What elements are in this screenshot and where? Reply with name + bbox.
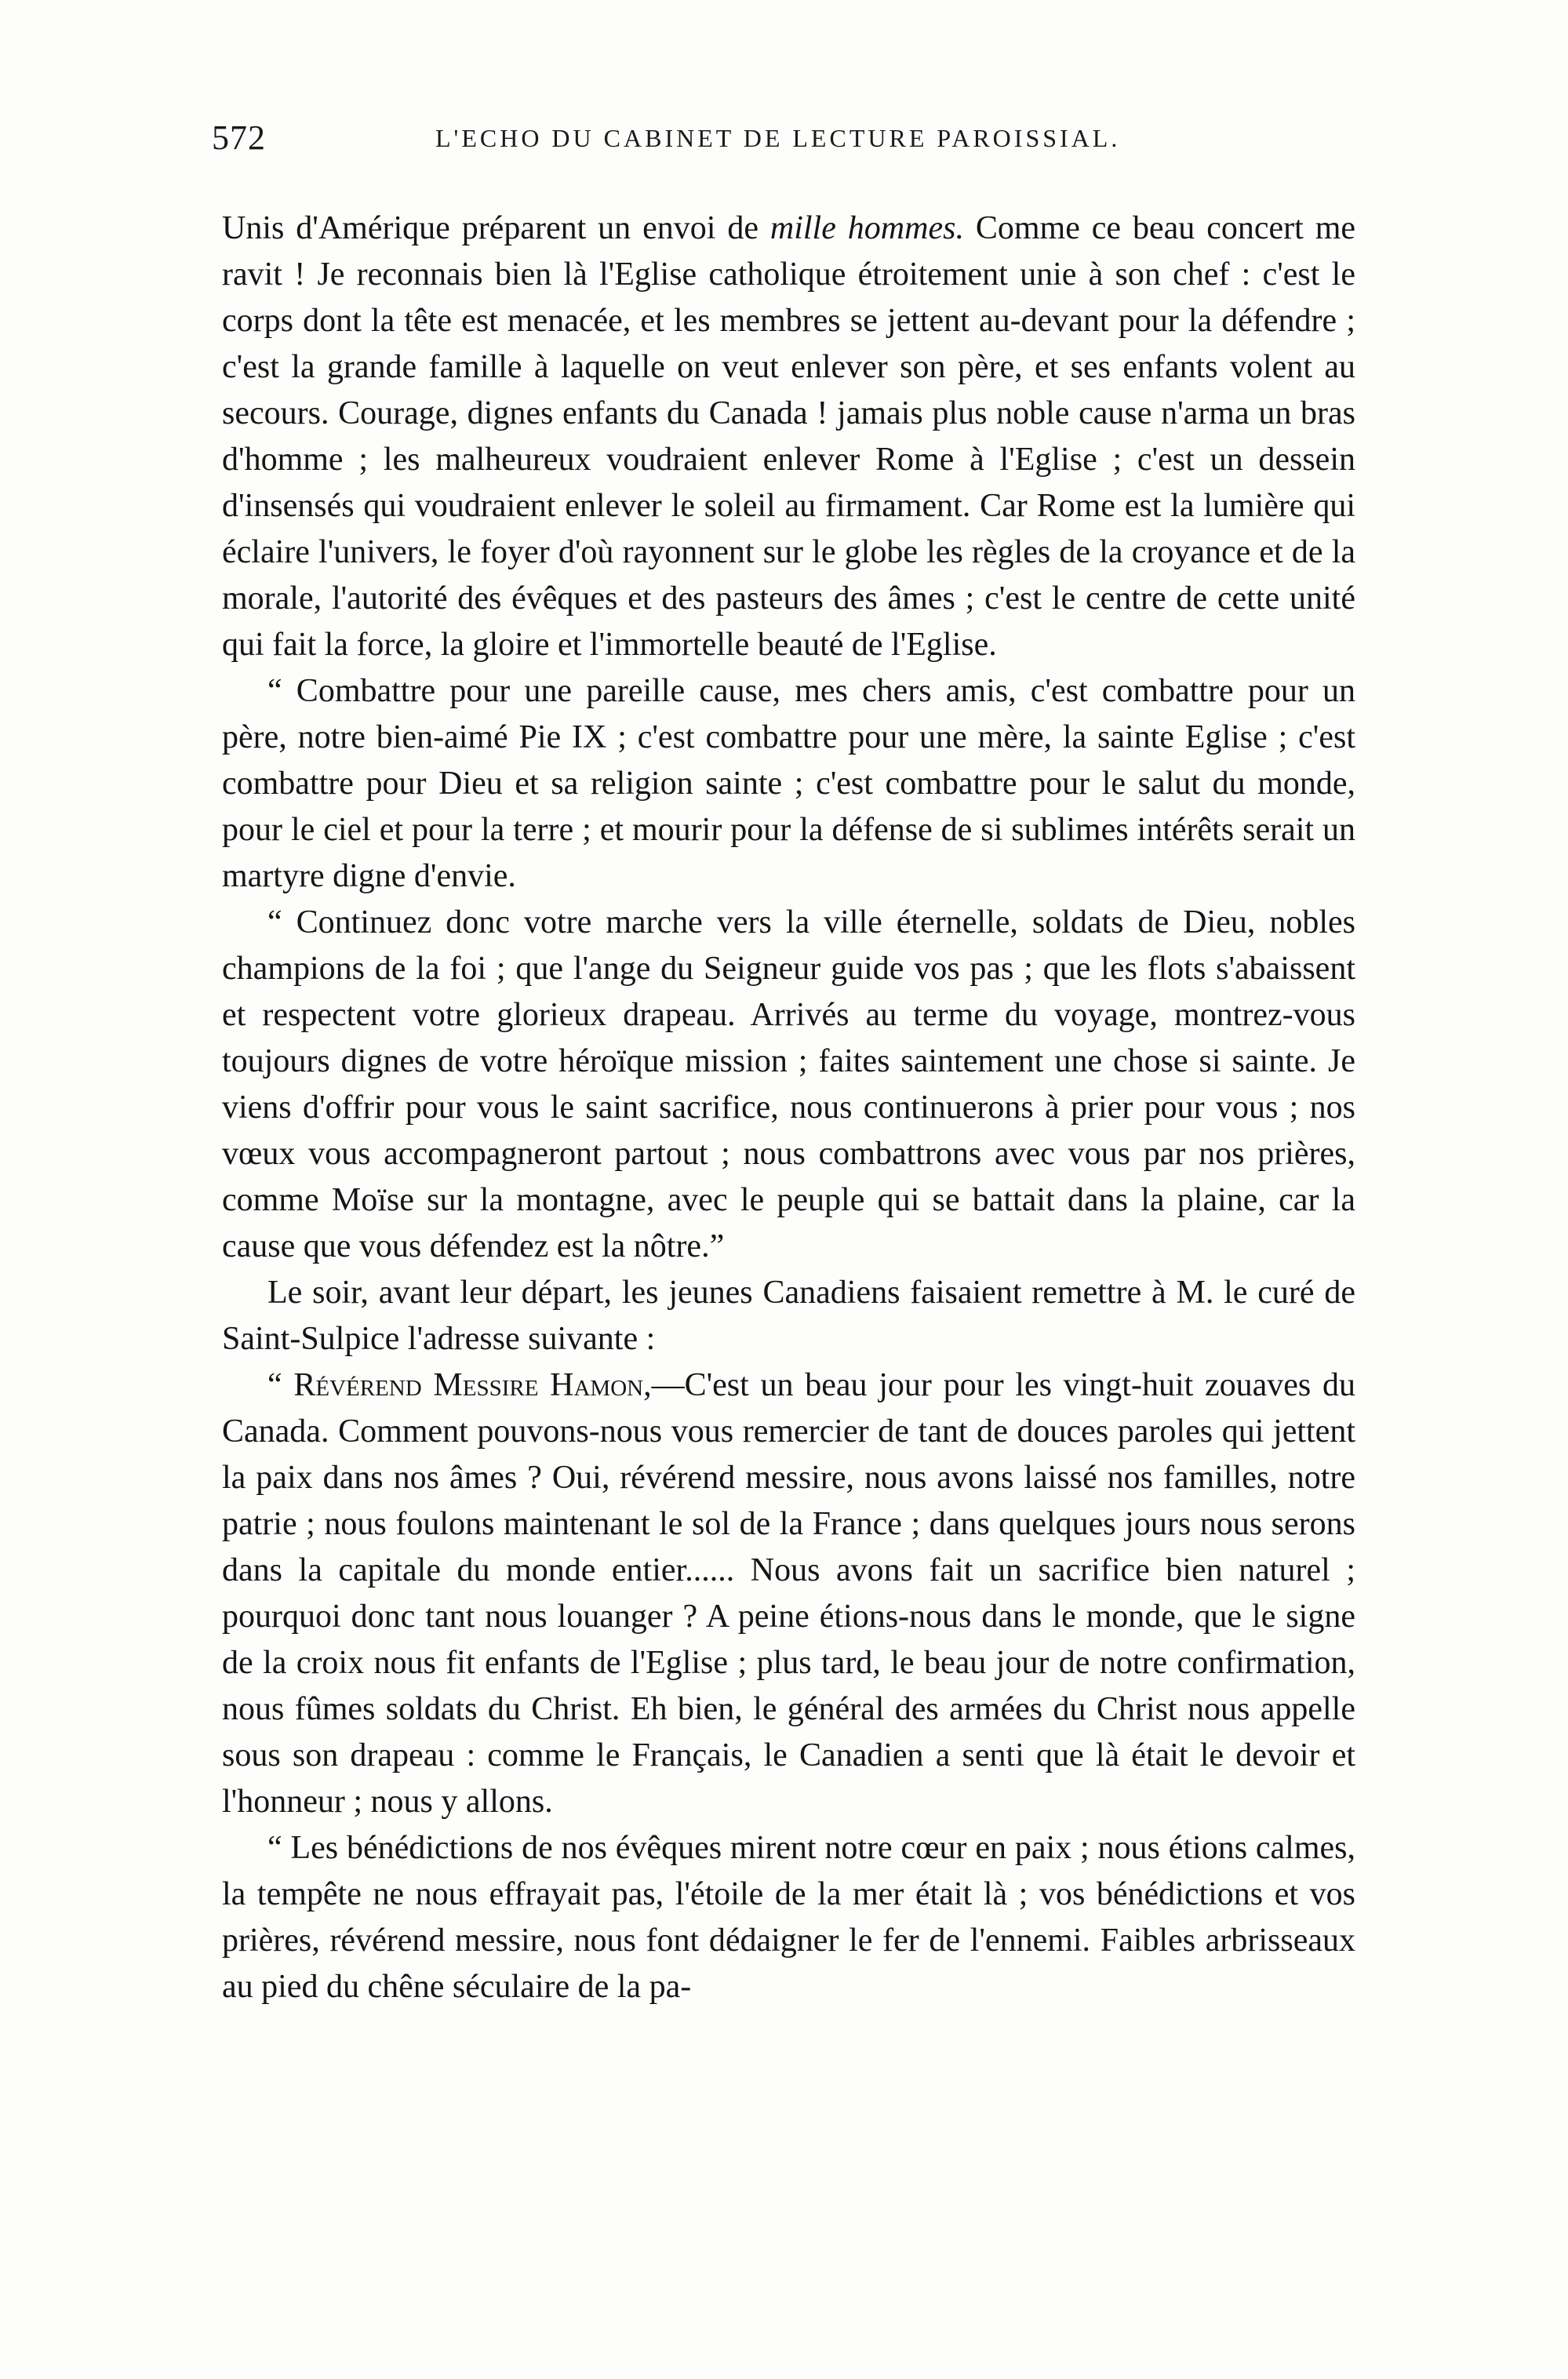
paragraph-1 [222, 206, 1355, 668]
paragraph-5-rest: ,—C'est un beau jour pour les vingt-huit zouaves du Canada. Comment pouvons-nous vous remercier de tant de douces paroles qui jettent la paix dans nos âmes ? Oui, révérend messire, nous avons laissé nos familles, notre patrie ; nous foulons maintenant le sol de la France ; dans quelques jours nous serons dans la capitale du monde entier...... Nous avons fait un sacrifice bien naturel ; pourquoi donc tant nous louanger ? A peine étions-nous dans le monde, que le signe de la croix nous fit enfants de l'Eglise ; plus tard, le beau jour de notre confirmation, nous fûmes soldats du Christ. Eh bien, le général des armées du Christ nous appelle sous son drapeau : comme le Français, le Canadien a senti que là était le devoir et l'honneur ; nous y allons. [222, 1367, 1355, 1820]
paragraph-1-emphasis: mille hommes. [769, 210, 964, 246]
page-number: 572 [212, 118, 266, 157]
paragraph-4: Le soir, avant leur départ, les jeunes Canadiens faisaient remettre à M. le curé de Saint-Sulpice l'adresse suivante : [222, 1275, 1355, 1357]
running-title: L'ECHO DU CABINET DE LECTURE PAROISSIAL. [435, 124, 1121, 152]
paragraph-5 [222, 1362, 1355, 1825]
paragraph-1-start: Unis d'Amérique préparent un envoi de [222, 210, 770, 246]
addressee-name: Révérend Messire Hamon [293, 1367, 644, 1403]
paragraph-1-rest: Comme ce beau concert me ravit ! Je reconnais bien là l'Eglise catholique étroitement unie à son chef : c'est le corps dont la tête est menacée, et les membres se jettent au-devant pour la défendre ; c'est la grande famille à laquelle on veut enlever son père, et ses enfants volent au secours. Courage, dignes enfants du Canada ! jamais plus noble cause n'arma un bras d'homme ; les malheureux voudraient enlever Rome à l'Eglise ; c'est un dessein d'insensés qui voudraient enlever le soleil au firmament. Car Rome est la lumière qui éclaire l'univers, le foyer d'où rayonnent sur le globe les règles de la croyance et de la morale, l'autorité des évêques et des pasteurs des âmes ; c'est le centre de cette unité qui fait la force, la gloire et l'immortelle beauté de l'Eglise. [222, 210, 1355, 663]
paragraph-3: “ Continuez donc votre marche vers la ville éternelle, soldats de Dieu, nobles champions de la foi ; que l'ange du Seigneur guide vos pas ; que les flots s'abaissent et respectent votre glorieux drapeau. Arrivés au terme du voyage, montrez-vous toujours dignes de votre héroïque mission ; faites saintement une chose si sainte. Je viens d'offrir pour vous le saint sacrifice, nous continuerons à prier pour vous ; nos vœux vous accompagneront partout ; nous combattrons avec vous par nos prières, comme Moïse sur la montagne, avec le peuple qui se battait dans la plaine, car la cause que vous défendez est la nôtre.” [222, 904, 1355, 1264]
paragraph-6: “ Les bénédictions de nos évêques mirent notre cœur en paix ; nous étions calmes, la tempête ne nous effrayait pas, l'étoile de la mer était là ; vos bénédictions et vos prières, révérend messire, nous font dédaigner le fer de l'ennemi. Faibles arbrisseaux au pied du chêne séculaire de la pa- [222, 1830, 1355, 2005]
page-header [212, 118, 1373, 165]
body-text [222, 206, 1355, 2010]
paragraph-5-quote-mark: “ [267, 1367, 294, 1403]
paragraph-2: “ Combattre pour une pareille cause, mes chers amis, c'est combattre pour un père, notre bien-aimé Pie IX ; c'est combattre pour une mère, la sainte Eglise ; c'est combattre pour Dieu et sa religion sainte ; c'est combattre pour le salut du monde, pour le ciel et pour la terre ; et mourir pour la défense de si sublimes intérêts serait un martyre digne d'envie. [222, 673, 1355, 894]
